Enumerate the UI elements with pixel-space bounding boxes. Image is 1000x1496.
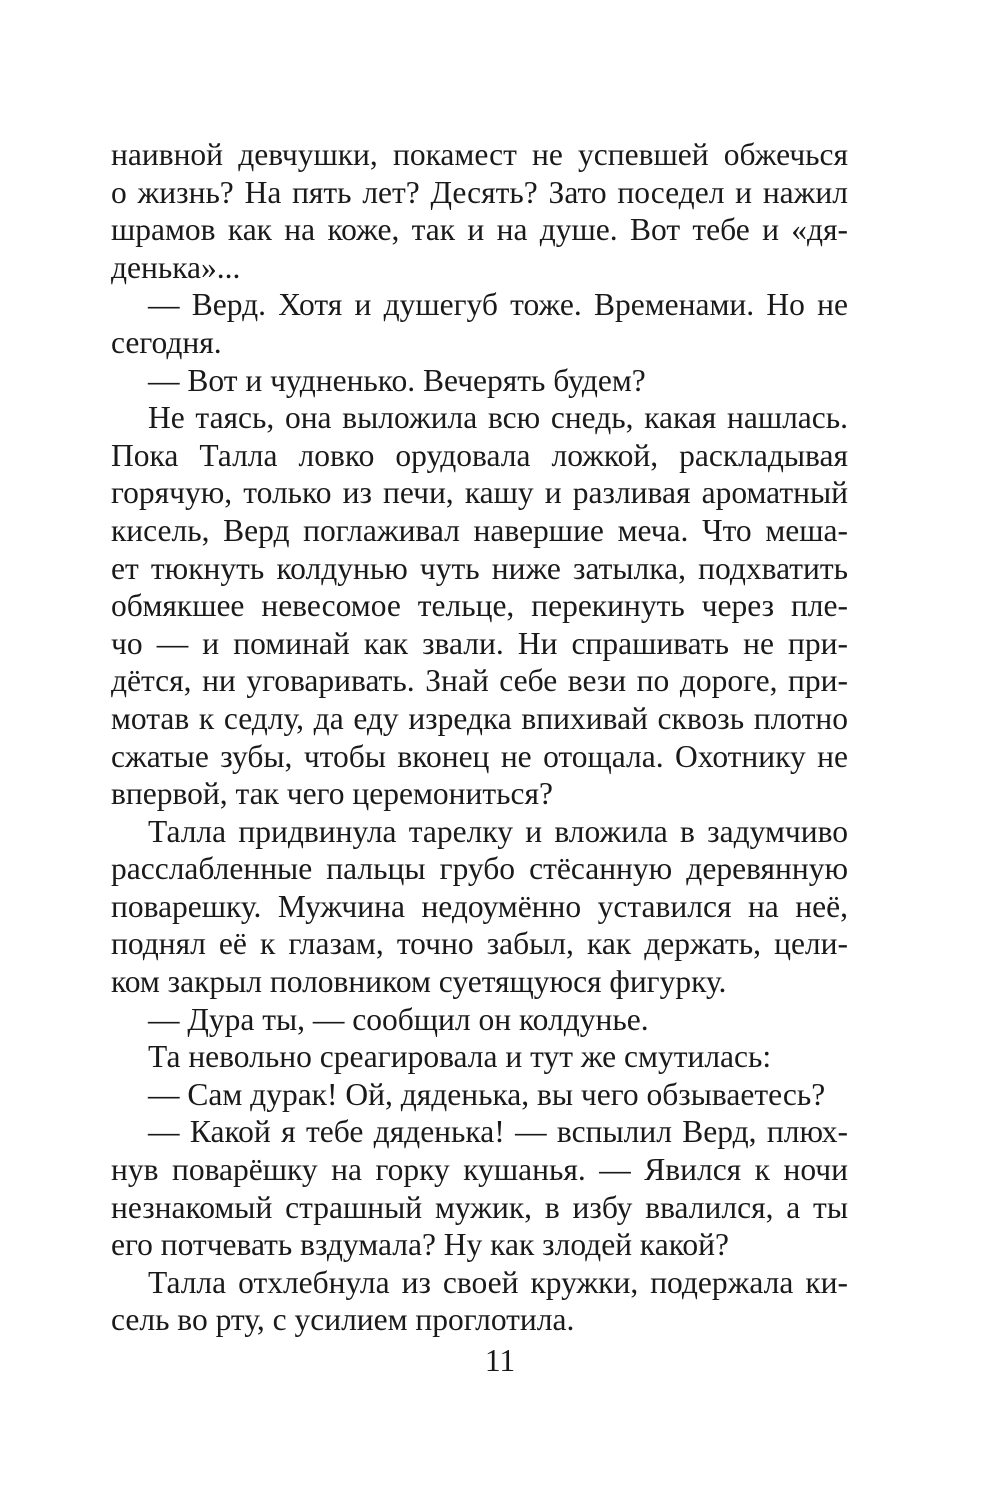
text-line: ком закрыл половником суетящуюся фигурку. (111, 964, 727, 1000)
text-line: Талла придвинула тарелку и вложила в задумчиво (148, 813, 848, 849)
text-line: поднял её к глазам, точно забыл, как держать, цели- (111, 926, 848, 962)
page-body (111, 136, 848, 1339)
text-line: ет тюкнуть колдунью чуть ниже затылка, подхватить (111, 550, 848, 586)
text-line: Не таясь, она выложила всю снедь, какая нашлась. (148, 400, 848, 436)
text-line: Талла отхлебнула из своей кружки, подержала ки- (148, 1264, 848, 1300)
text-line: шрамов как на коже, так и на душе. Вот тебе и «дя- (111, 212, 848, 248)
text-line: — Верд. Хотя и душегуб тоже. Временами. Но не (148, 287, 848, 323)
text-line: горячую, только из печи, кашу и разливая ароматный (111, 475, 848, 511)
text-line: — Сам дурак! Ой, дяденька, вы чего обзываетесь? (148, 1076, 826, 1112)
text-line: сель во рту, с усилием проглотила. (111, 1302, 575, 1338)
text-line: наивной девчушки, покамест не успевшей обжечься (111, 137, 848, 172)
page-number: 11 (484, 1343, 516, 1378)
text-line: расслабленные пальцы грубо стёсанную деревянную (111, 851, 848, 887)
text-line: кисель, Верд поглаживал навершие меча. Что меша- (111, 512, 848, 548)
text-line: нув поварёшку на горку кушанья. — Явился к ночи (111, 1152, 848, 1188)
text-line: незнакомый страшный мужик, в избу ввалился, а ты (111, 1189, 848, 1225)
text-line: впервой, так чего церемониться? (111, 776, 553, 812)
text-line: Пока Талла ловко орудовала ложкой, раскладывая (111, 437, 848, 473)
text-line: дётся, ни уговаривать. Знай себе вези по дороге, при- (111, 663, 848, 699)
text-line: — Вот и чудненько. Вечерять будем? (148, 362, 646, 398)
text-line: — Какой я тебе дяденька! — вспылил Верд, плюх- (148, 1114, 848, 1150)
text-line: сегодня. (111, 324, 222, 360)
text-line: Та невольно среагировала и тут же смутилась: (148, 1039, 772, 1075)
text-line: обмякшее невесомое тельце, перекинуть через пле- (111, 588, 848, 624)
text-line: денька»... (111, 249, 241, 285)
text-line: — Дура ты, — сообщил он колдунье. (148, 1001, 649, 1037)
text-line: поварешку. Мужчина недоумённо уставился на неё, (111, 888, 848, 924)
text-line: мотав к седлу, да еду изредка впихивай сквозь плотно (111, 700, 848, 736)
text-line: о жизнь? На пять лет? Десять? Зато поседел и нажил (111, 174, 848, 210)
text-line: чо — и поминай как звали. Ни спрашивать не при- (111, 625, 848, 661)
text-line: сжатые зубы, чтобы вконец не отощала. Охотнику не (111, 738, 848, 774)
text-line: его потчевать вздумала? Ну как злодей какой? (111, 1227, 730, 1263)
